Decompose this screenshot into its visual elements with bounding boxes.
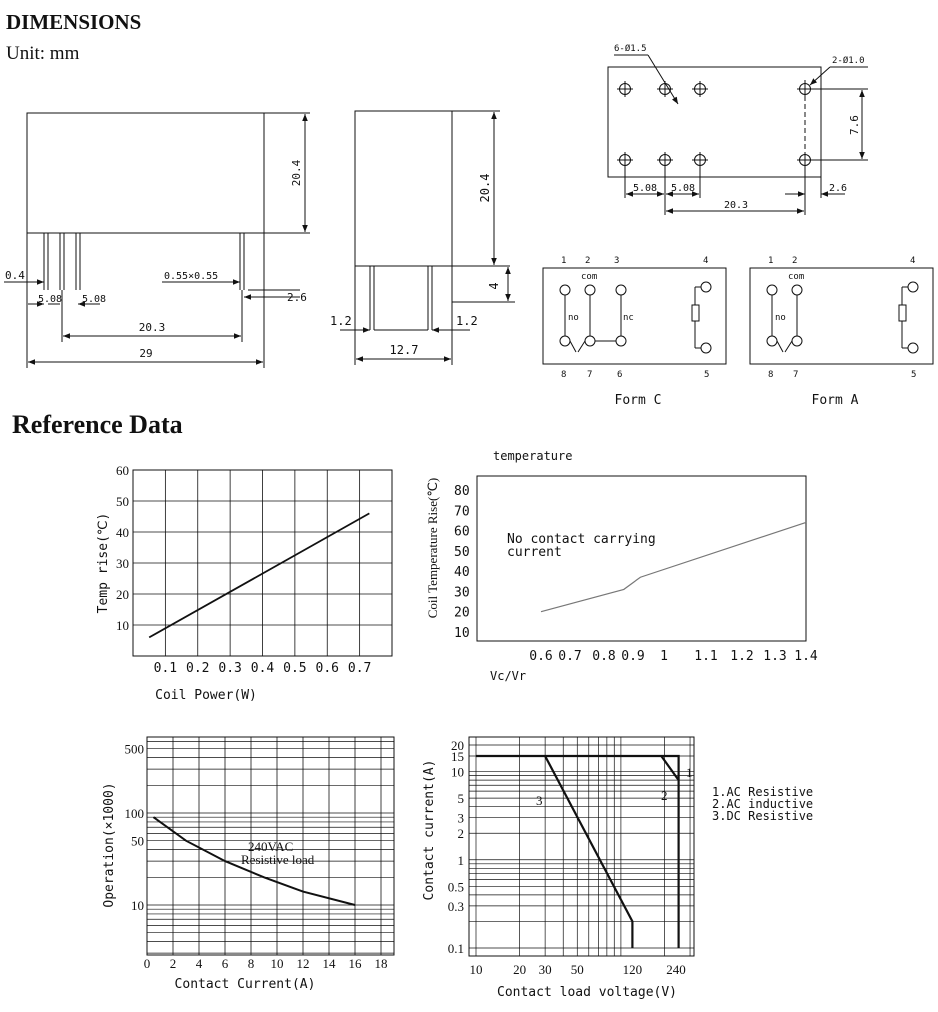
- legend-entry: 3.DC Resistive: [712, 809, 814, 823]
- legend-entry: 1.AC Resistive: [712, 785, 814, 799]
- y-tick-label: 60: [116, 463, 129, 478]
- dim-pcb-pitch-b: 5.08: [670, 183, 696, 194]
- pcb-hole: [797, 81, 813, 97]
- formc-pin-2: 2: [585, 256, 591, 266]
- pcb-hole: [692, 152, 708, 168]
- y-axis-label: Coil Temperature Rise(℃): [425, 477, 440, 619]
- x-tick-label: 120: [622, 962, 643, 977]
- dim-pin-thickness: 0.4: [5, 269, 25, 282]
- x-tick-label: 0.9: [621, 649, 645, 664]
- pcb-hole: [797, 152, 813, 168]
- series-label: 2: [661, 788, 668, 803]
- x-tick-label: 0.1: [153, 661, 178, 676]
- dim-side-pin: 4: [487, 282, 501, 290]
- forma-no-label: no: [775, 313, 786, 323]
- formc-pin-6: 6: [617, 370, 623, 380]
- dim-hole-b: 2-Ø1.0: [832, 56, 865, 66]
- x-tick-label: 50: [570, 962, 584, 977]
- forma-pin-7: 7: [793, 370, 799, 380]
- y-tick-label: 10: [116, 618, 129, 633]
- y-tick-label: 10: [451, 764, 464, 780]
- dim-side-edge-right: 1.2: [456, 314, 478, 328]
- chart-temp-rise-vs-power: [96, 463, 392, 703]
- x-tick-label: 16: [348, 956, 362, 971]
- formc-no-label: no: [568, 313, 579, 323]
- unit-label: Unit: mm: [6, 43, 80, 64]
- x-axis-label: Contact Current(A): [174, 977, 316, 992]
- y-tick-label: 10: [131, 898, 144, 913]
- formc-com-label: com: [581, 272, 598, 282]
- dim-pcb-span: 20.3: [723, 200, 749, 211]
- pcb-hole: [617, 81, 633, 97]
- series-label: 3: [536, 793, 543, 808]
- x-tick-label: 6: [221, 956, 229, 971]
- dim-side-height: 20.4: [478, 173, 492, 203]
- page-title: DIMENSIONS: [6, 10, 142, 34]
- plot-frame: [469, 737, 694, 956]
- chart-contact-load: [422, 737, 813, 1000]
- x-tick-label: 8: [247, 956, 255, 971]
- y-tick-label: 30: [116, 556, 129, 571]
- y-tick-label: 40: [454, 565, 470, 581]
- x-tick-label: 0.8: [592, 649, 616, 664]
- formc-pin-4: 4: [703, 256, 709, 266]
- dim-pin-length: 2.6: [287, 291, 307, 304]
- dim-pitch-a: 5.08: [38, 294, 63, 305]
- x-tick-label: 0.6: [529, 649, 553, 664]
- x-tick-label: 0: [143, 956, 151, 971]
- x-tick-label: 0.7: [347, 661, 372, 676]
- y-axis-label: Operation(×1000): [102, 782, 117, 908]
- dim-width: 12.7: [389, 343, 419, 357]
- dim-hole-a: 6-Ø1.5: [614, 44, 647, 54]
- formc-pin-1: 1: [561, 256, 567, 266]
- x-tick-label: 0.3: [218, 661, 242, 676]
- y-tick-label: 70: [454, 504, 470, 520]
- x-axis-label: Contact load voltage(V): [497, 985, 678, 1000]
- dim-pin-span: 20.3: [138, 321, 166, 334]
- x-tick-label: 0.7: [558, 649, 582, 664]
- y-tick-label: 50: [454, 544, 470, 560]
- series-line: [661, 756, 678, 780]
- x-axis-label: Vc/Vr: [490, 669, 527, 683]
- dim-side-edge-left: 1.2: [330, 314, 352, 328]
- x-tick-label: 14: [322, 956, 336, 971]
- pcb-hole: [692, 81, 708, 97]
- series-label: 1: [686, 765, 693, 780]
- dim-pcb-pitch-a: 5.08: [632, 183, 658, 194]
- y-tick-label: 15: [451, 749, 464, 765]
- y-tick-label: 0.5: [447, 879, 464, 895]
- chart-coil-temp-vs-voltage: [425, 449, 818, 683]
- annotation: No contact carrying current: [507, 532, 656, 560]
- y-tick-label: 20: [451, 738, 464, 753]
- y-tick-label: 2: [457, 826, 464, 842]
- x-tick-label: 10: [270, 956, 284, 971]
- y-tick-label: 20: [116, 587, 129, 602]
- x-tick-label: 2: [169, 956, 177, 971]
- forma-pin-1: 1: [768, 256, 774, 266]
- formc-pin-7: 7: [587, 370, 593, 380]
- x-tick-label: 1.2: [730, 649, 754, 664]
- forma-pin-5: 5: [911, 370, 917, 380]
- y-tick-label: 0.1: [447, 941, 464, 956]
- y-tick-label: 30: [454, 585, 470, 601]
- y-tick-label: 1: [457, 852, 464, 868]
- formc-nc-label: nc: [623, 313, 634, 323]
- section-title: Reference Data: [12, 410, 183, 439]
- forma-pin-2: 2: [792, 256, 798, 266]
- y-tick-label: 60: [454, 524, 470, 540]
- x-tick-label: 1.3: [763, 649, 787, 664]
- x-tick-label: 240: [666, 962, 686, 977]
- x-tick-label: 4: [195, 956, 203, 971]
- x-tick-label: 1.1: [694, 649, 718, 664]
- x-axis-label: Coil Power(W): [155, 688, 257, 703]
- x-tick-label: 0.6: [315, 661, 339, 676]
- formc-pin-3: 3: [614, 256, 620, 266]
- x-tick-label: 1.4: [794, 649, 818, 664]
- pcb-hole: [617, 152, 633, 168]
- x-tick-label: 12: [296, 956, 310, 971]
- dim-pin-size: 0.55×0.55: [164, 271, 219, 282]
- forma-caption: Form A: [811, 393, 859, 408]
- x-tick-label: 10: [469, 962, 483, 977]
- y-tick-label: 50: [116, 494, 129, 509]
- x-tick-label: 20: [513, 962, 527, 977]
- dim-length: 29: [139, 347, 153, 360]
- y-tick-label: 500: [124, 741, 144, 757]
- dim-pcb-offset: 2.6: [829, 183, 848, 194]
- annotation: 240VAC Resistive load: [241, 839, 315, 867]
- y-tick-label: 80: [454, 484, 470, 499]
- y-tick-label: 10: [454, 626, 470, 641]
- chart-title: temperature: [493, 449, 573, 463]
- y-tick-label: 5: [457, 791, 464, 807]
- x-tick-label: 1: [660, 649, 668, 664]
- formc-pin-8: 8: [561, 370, 567, 380]
- y-tick-label: 3: [457, 810, 464, 826]
- dim-pitch-b: 5.08: [82, 294, 107, 305]
- y-tick-label: 0.3: [447, 898, 464, 914]
- y-tick-label: 20: [454, 605, 470, 621]
- x-tick-label: 0.5: [283, 661, 307, 676]
- pcb-hole: [657, 152, 673, 168]
- forma-pin-8: 8: [768, 370, 774, 380]
- y-tick-label: 50: [131, 833, 144, 849]
- x-tick-label: 0.2: [186, 661, 210, 676]
- y-axis-label: Contact current(A): [422, 759, 437, 901]
- x-tick-label: 30: [538, 962, 552, 977]
- formc-caption: Form C: [614, 393, 662, 408]
- x-tick-label: 18: [374, 956, 388, 971]
- chart-operation-life: [102, 737, 394, 992]
- forma-pin-4: 4: [910, 256, 916, 266]
- y-tick-label: 40: [116, 525, 129, 540]
- legend-entry: 2.AC inductive: [712, 797, 814, 811]
- y-tick-label: 100: [124, 806, 144, 821]
- side-view: [340, 111, 515, 365]
- forma-com-label: com: [788, 272, 805, 282]
- y-axis-label: Temp rise(℃): [96, 512, 111, 614]
- formc-pin-5: 5: [704, 370, 710, 380]
- dim-front-height: 20.4: [290, 159, 303, 187]
- x-tick-label: 0.4: [250, 661, 275, 676]
- dim-row-gap: 7.6: [848, 115, 861, 135]
